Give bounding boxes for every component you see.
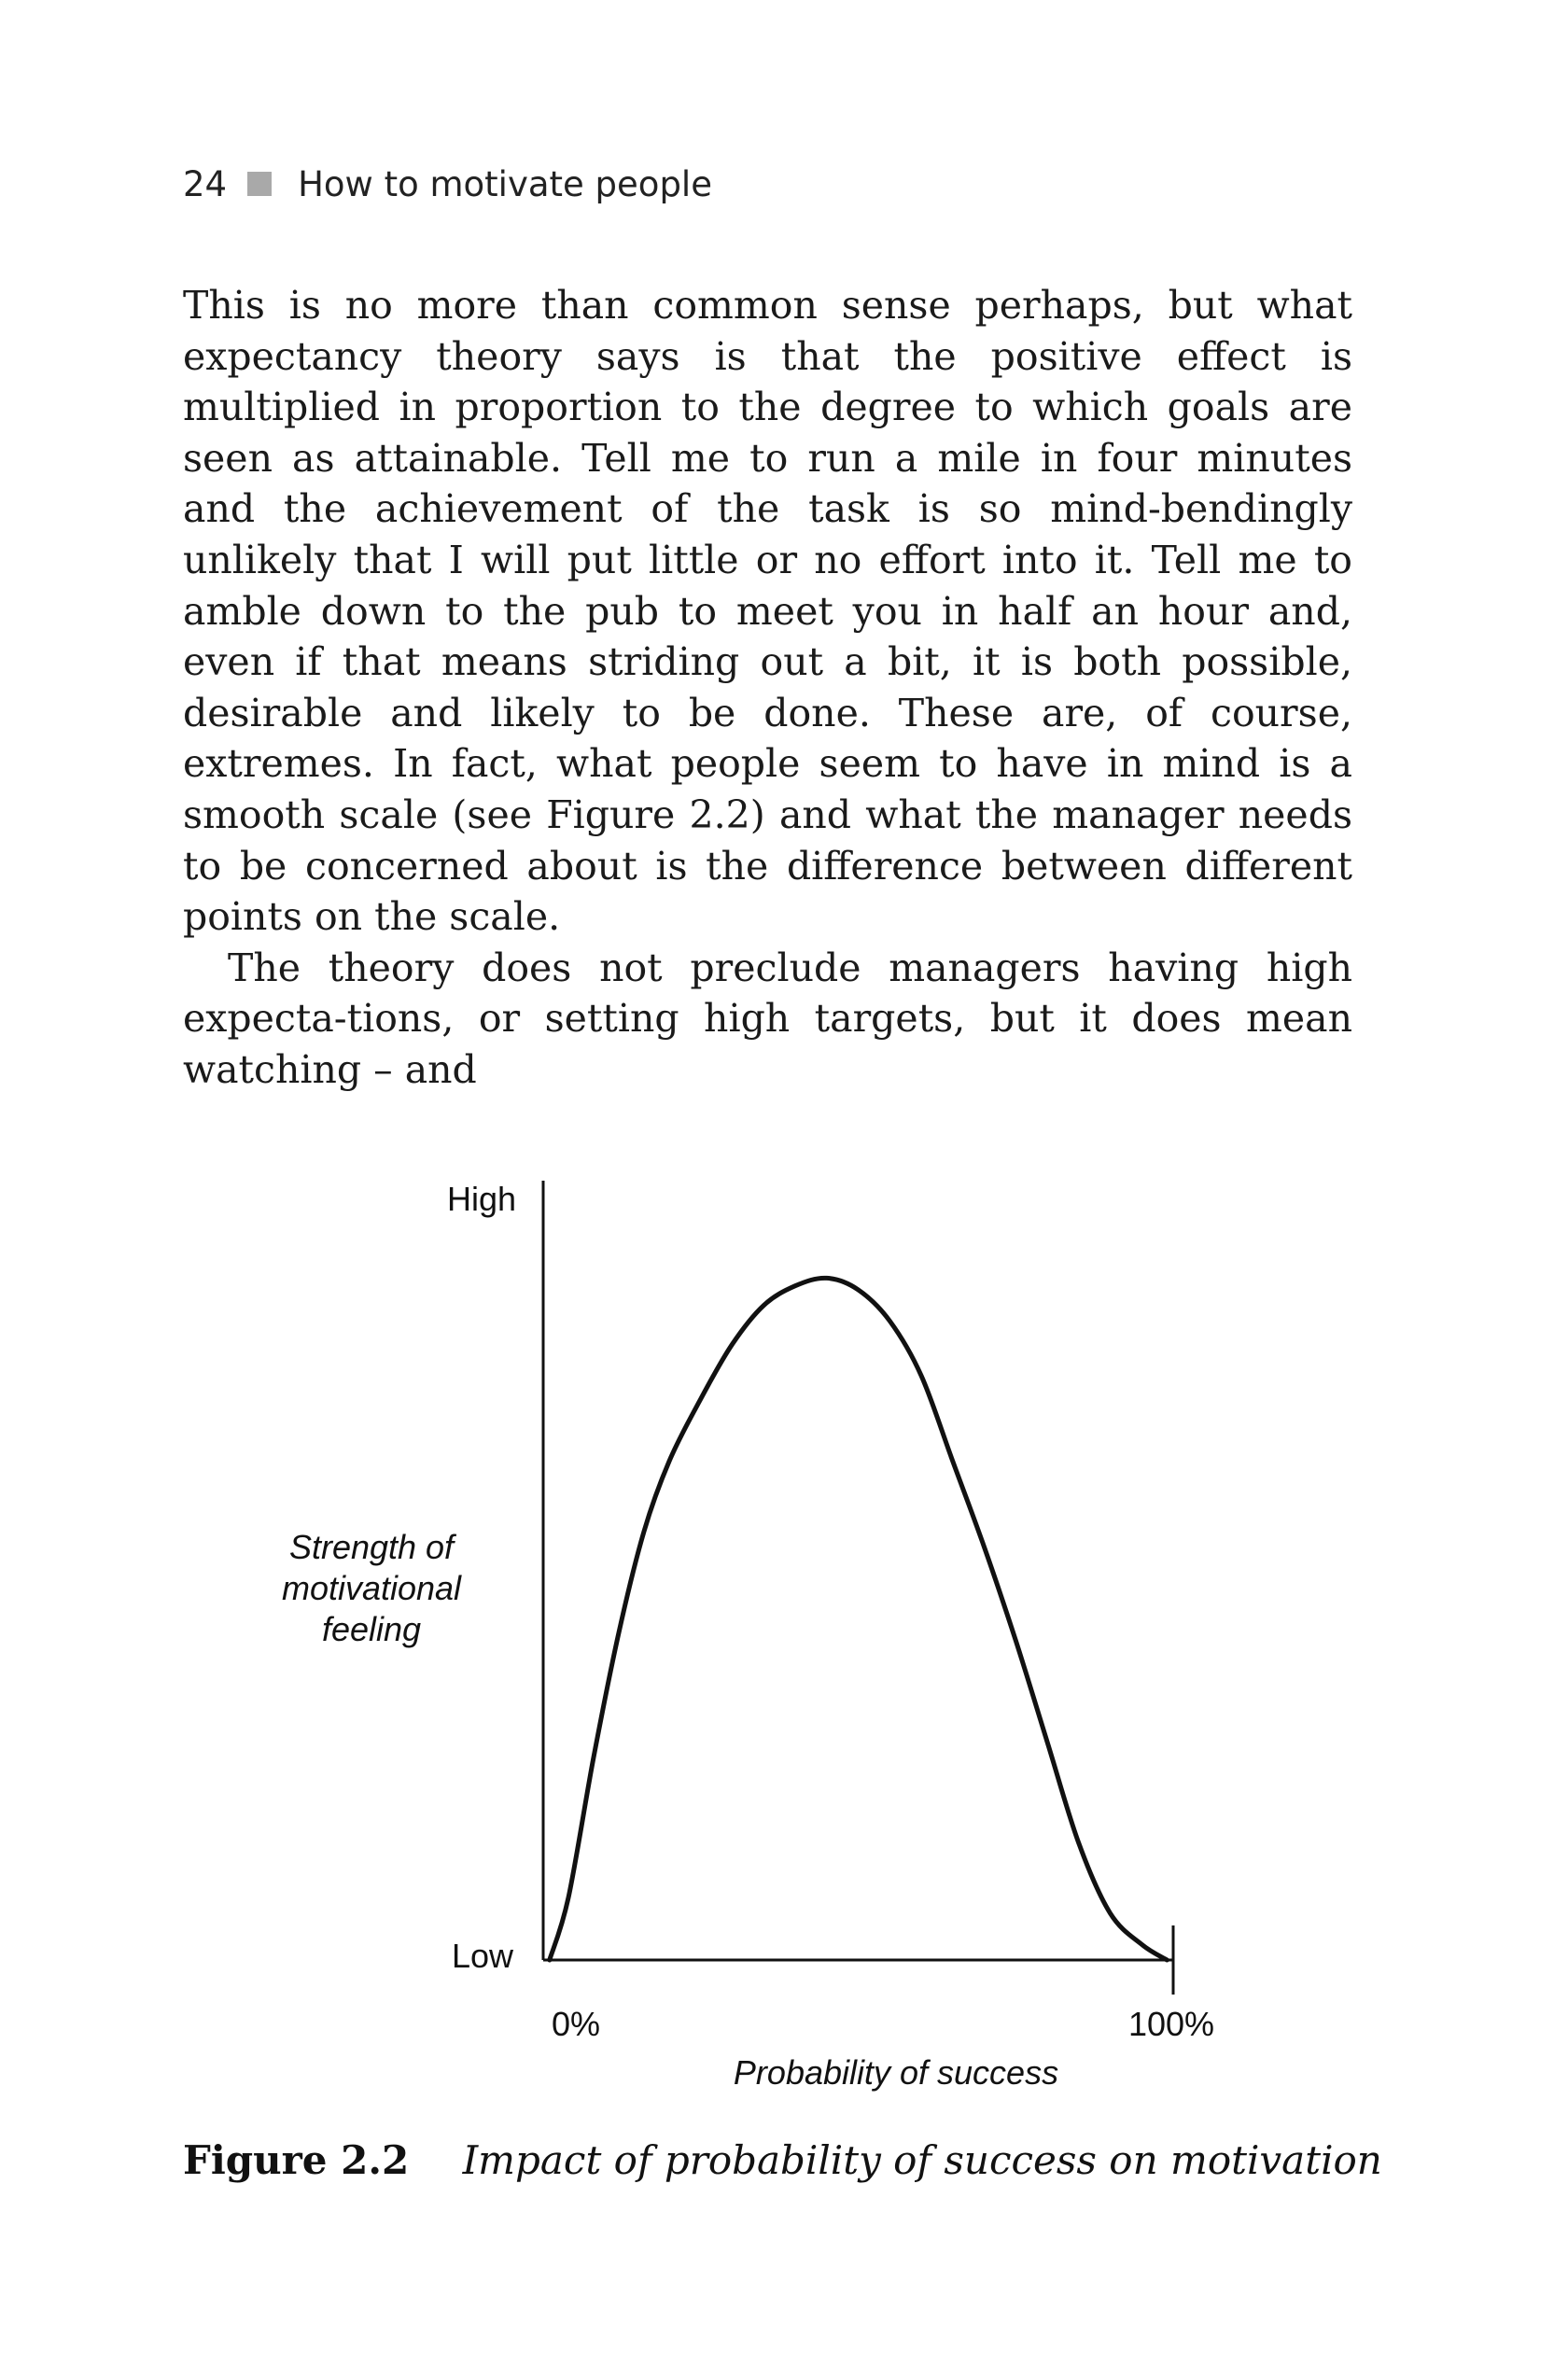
y-axis-title-line-3: feeling [321, 1610, 422, 1648]
figure-label: Figure 2.2 [183, 2137, 410, 2183]
y-low-label: Low [451, 1937, 513, 1975]
x-start-label: 0% [551, 2005, 601, 2043]
y-axis-title-line-1: Strength of [288, 1528, 455, 1566]
x-axis-title: Probability of success [733, 2053, 1059, 2092]
x-end-label: 100% [1127, 2005, 1215, 2043]
y-high-label: High [446, 1180, 516, 1218]
y-axis-title-line-2: motivational [281, 1569, 462, 1607]
figure-caption [183, 2137, 1382, 2183]
motivation-curve [550, 1278, 1168, 1960]
figure-title: Impact of probability of success on motivation [462, 2137, 1382, 2183]
running-head-title: How to motivate people [298, 163, 712, 204]
page-number: 24 [183, 163, 228, 204]
paragraph-2: The theory does not preclude managers having high expecta-tions, or setting high targets, but it does mean watching – and [183, 945, 1352, 1092]
paragraph-1: This is no more than common sense perhaps, but what expectancy theory says is that the positive effect is multiplied in proportion to the degree to which goals are seen as attainable. Tell me to run a mile in four minutes and the achievement of the task is so mind-bendingly unlikely that I will put little or no effort into it. Tell me to amble down to the pub to meet you in half an hour and, even if that means striding out a bit, it is both possible, desirable and likely to be done. These are, of course, extremes. In fact, what people seem to have in mind is a smooth scale (see Figure 2.2) and what the manager needs to be concerned about is the difference between different points on the scale. [183, 283, 1352, 940]
